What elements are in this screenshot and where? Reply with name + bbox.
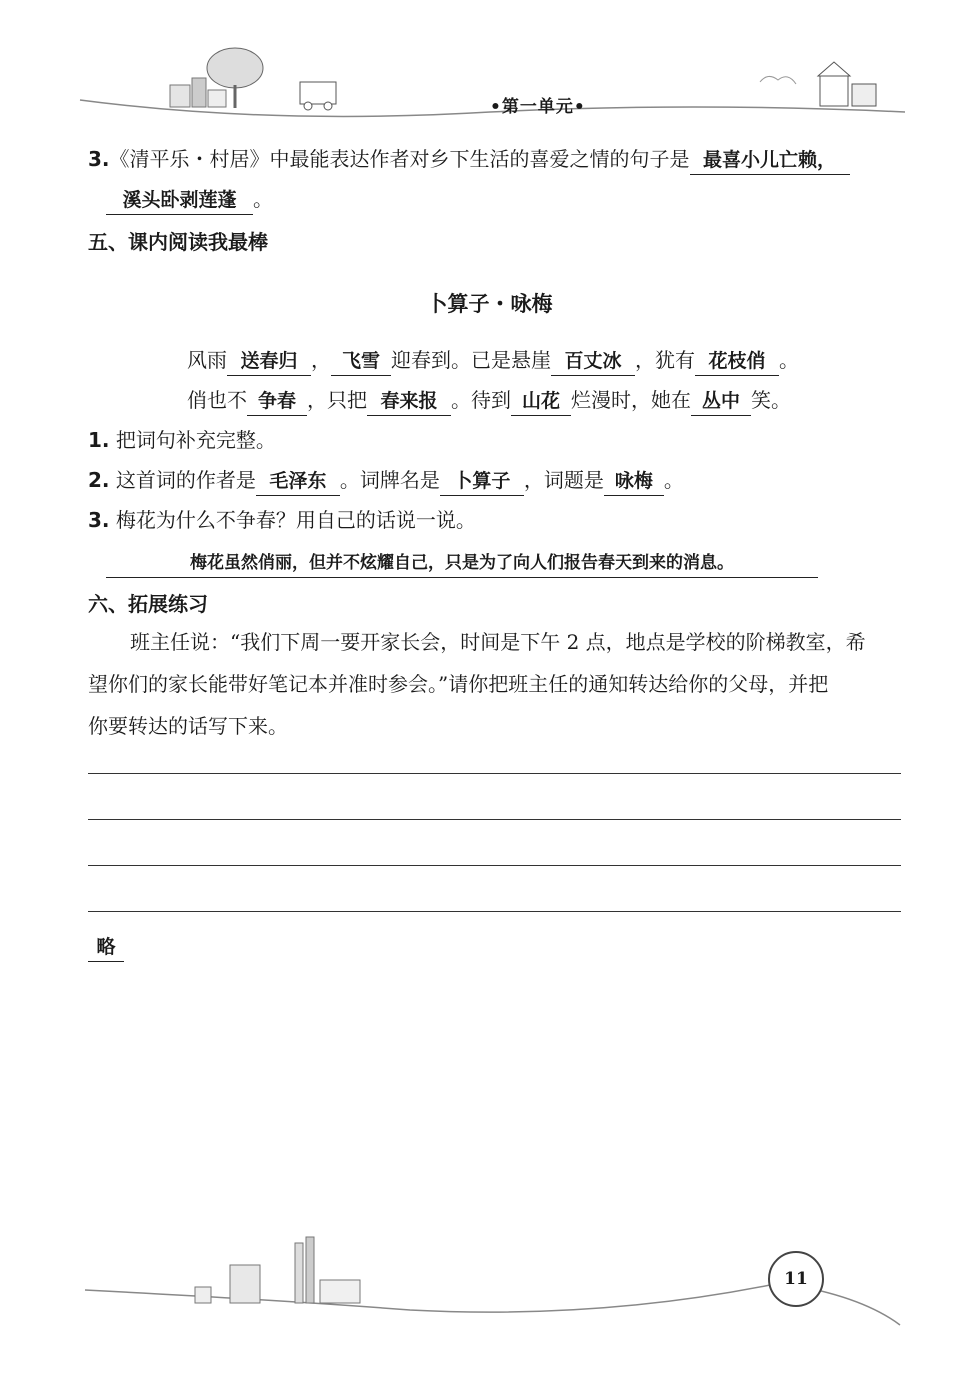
q3-answer-part2: 溪头卧剥莲蓬 <box>106 186 253 215</box>
poem-text: 烂漫时，她在 <box>571 388 691 412</box>
s6-answer-line <box>88 932 124 962</box>
writing-line <box>88 865 901 866</box>
s6-answer: 略 <box>88 933 124 962</box>
blank-3: 百丈冰 <box>551 347 635 376</box>
poem-title: 卜算子・咏梅 <box>426 292 553 316</box>
question-text: 这首词的作者是 <box>115 468 256 492</box>
question-number: 1. <box>88 428 110 452</box>
s5-question-1 <box>88 426 276 454</box>
poem-line1 <box>187 346 799 376</box>
q3-line1 <box>88 145 850 175</box>
q3-answer-part1: 最喜小儿亡赖， <box>690 146 850 175</box>
unit-title: •第一单元• <box>490 97 586 117</box>
q3-number: 3. <box>88 147 110 171</box>
question-number: 2. <box>88 468 110 492</box>
blank-1: 送春归 <box>227 347 311 376</box>
poem-text: 笑。 <box>751 388 791 412</box>
poem-line2 <box>187 386 791 416</box>
blank-2: 飞雪 <box>331 347 391 376</box>
s5-q3-answer: 梅花虽然俏丽，但并不炫耀自己，只是为了向人们报告春天到来的消息。 <box>106 549 818 578</box>
s5-question-3 <box>88 506 476 534</box>
question-number: 3. <box>88 508 110 532</box>
writing-line <box>88 773 901 774</box>
writing-line <box>88 911 901 912</box>
poem-text: ，只把 <box>307 388 367 412</box>
s6-para-line3: 你要转达的话写下来。 <box>88 714 288 738</box>
poem-text: ，犹有 <box>635 348 695 372</box>
section6-heading: 六、拓展练习 <box>88 592 208 616</box>
blank-6: 春来报 <box>367 387 451 416</box>
author-answer: 毛泽东 <box>256 467 340 496</box>
blank-7: 山花 <box>511 387 571 416</box>
s5-question-2 <box>88 466 684 496</box>
blank-4: 花枝俏 <box>695 347 779 376</box>
blank-8: 丛中 <box>691 387 751 416</box>
question-text: ，词题是 <box>523 468 604 492</box>
poem-text: 俏也不 <box>187 388 247 412</box>
s6-para-line2: 望你们的家长能带好笔记本并准时参会。”请你把班主任的通知转达给你的父母，并把 <box>88 672 829 696</box>
poem-text: 风雨 <box>187 348 227 372</box>
q3-text: 《清平乐・村居》中最能表达作者对乡下生活的喜爱之情的句子是 <box>109 147 690 171</box>
poem-text: ， <box>311 348 331 372</box>
page-number: 11 <box>768 1251 824 1307</box>
question-text: 。词牌名是 <box>339 468 440 492</box>
writing-line <box>88 819 901 820</box>
poem-text: 。待到 <box>451 388 511 412</box>
poem-text: 迎春到。已是悬崖 <box>391 348 551 372</box>
title-answer: 咏梅 <box>604 467 664 496</box>
blank-5: 争春 <box>247 387 307 416</box>
question-text: 把词句补充完整。 <box>115 428 276 452</box>
q3-line2 <box>106 185 273 215</box>
section5-heading: 五、课内阅读我最棒 <box>88 230 268 254</box>
q3-end: 。 <box>253 187 273 211</box>
cipai-answer: 卜算子 <box>440 467 524 496</box>
poem-text: 。 <box>779 348 799 372</box>
s5-q3-answer-line <box>106 547 818 578</box>
question-text: 梅花为什么不争春？用自己的话说一说。 <box>115 508 476 532</box>
question-text: 。 <box>663 468 684 492</box>
s6-para-line1: 班主任说：“我们下周一要开家长会，时间是下午 2 点，地点是学校的阶梯教室，希 <box>130 630 866 654</box>
